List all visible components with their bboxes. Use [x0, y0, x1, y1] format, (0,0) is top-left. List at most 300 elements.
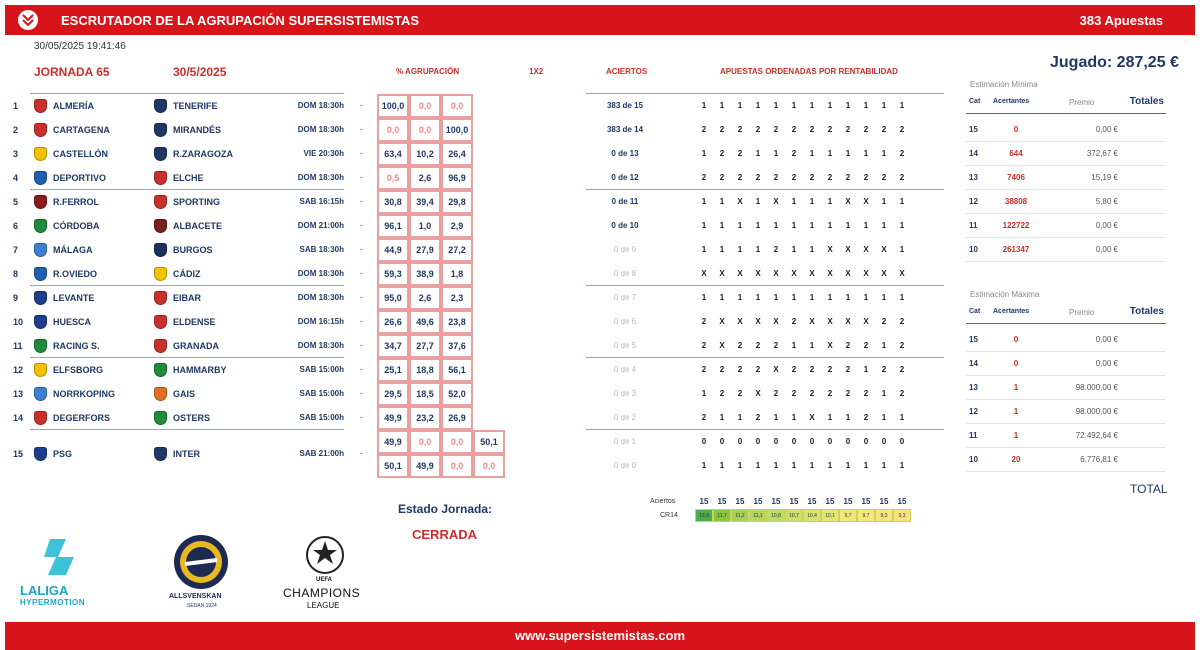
result-placeholder: - — [360, 364, 363, 374]
grid-aciertos-value: 15 — [825, 497, 835, 506]
signo: 1 — [809, 293, 815, 302]
signo: X — [827, 245, 833, 254]
signo: 2 — [845, 125, 851, 134]
result-placeholder: - — [360, 196, 363, 206]
aciertos-value: 0 de 0 — [613, 461, 637, 470]
result-placeholder: - — [360, 268, 363, 278]
signo: 1 — [755, 293, 761, 302]
est-premio: 15,19 € — [1091, 173, 1118, 182]
match-schedule: SAB 21:00h — [299, 449, 344, 458]
signo: 1 — [881, 389, 887, 398]
cr-cell: 11,1 — [749, 509, 767, 522]
away-crest-icon — [154, 291, 167, 305]
aciertos-header: ACIERTOS — [606, 67, 648, 76]
timestamp: 30/05/2025 19:41:46 — [34, 41, 126, 52]
jornada-date: 30/5/2025 — [173, 65, 227, 79]
signo: 1 — [701, 221, 707, 230]
pct-header: % AGRUPACIÓN — [396, 67, 460, 76]
home-crest-icon — [34, 411, 47, 425]
away-team: HAMMARBY — [173, 365, 227, 375]
est-premio: 98.000,00 € — [1075, 383, 1118, 392]
est-acertantes: 1 — [1013, 431, 1019, 440]
result-placeholder: - — [360, 448, 363, 458]
match-schedule: DOM 18:30h — [297, 269, 344, 278]
pleno-pct-cell: 49,9 — [377, 430, 409, 454]
est-cat: 10 — [969, 245, 978, 254]
est-acertantes: 0 — [1013, 359, 1019, 368]
match-number: 14 — [13, 413, 24, 423]
allsvenskan-icon — [165, 533, 237, 591]
est-premio: 0,00 € — [1095, 335, 1118, 344]
home-crest-icon — [34, 243, 47, 257]
away-crest-icon — [154, 195, 167, 209]
home-crest-icon — [34, 123, 47, 137]
home-crest-icon — [34, 147, 47, 161]
signo: 1 — [881, 101, 887, 110]
signo: 1 — [845, 293, 851, 302]
grid-aciertos-value: 15 — [843, 497, 853, 506]
allsvenskan-sub-text: SEDAN 1924 — [187, 603, 217, 609]
signo: 1 — [791, 461, 797, 470]
pct-cell-p2: 56,1 — [441, 358, 473, 382]
signo: 1 — [899, 197, 905, 206]
home-crest-icon — [34, 291, 47, 305]
away-team: GAIS — [173, 389, 196, 399]
hypermotion-text: HYPERMOTION — [20, 598, 86, 607]
signo: 2 — [773, 389, 779, 398]
signo: 1 — [701, 245, 707, 254]
home-team: R.OVIEDO — [53, 269, 98, 279]
away-team: EIBAR — [173, 293, 202, 303]
signo: X — [863, 317, 869, 326]
match-number: 13 — [13, 389, 24, 399]
signo: 1 — [899, 221, 905, 230]
signo: 1 — [737, 293, 743, 302]
signo: 1 — [881, 149, 887, 158]
away-crest-icon — [154, 267, 167, 281]
pct-cell-p2: 27,2 — [441, 238, 473, 262]
away-team: INTER — [173, 449, 200, 459]
signo: 1 — [719, 413, 725, 422]
cr-cell: 9,3 — [875, 509, 893, 522]
signo: 1 — [809, 221, 815, 230]
col-cat: Cat — [969, 98, 981, 105]
footer-url[interactable]: www.supersistemistas.com — [5, 622, 1195, 650]
col-acertantes: Acertantes — [993, 98, 1030, 105]
home-crest-icon — [34, 387, 47, 401]
signo: 1 — [773, 221, 779, 230]
match-schedule: SAB 15:00h — [299, 413, 344, 422]
est-acertantes: 261347 — [1002, 245, 1030, 254]
signo: 1 — [863, 365, 869, 374]
home-team: RACING S. — [53, 341, 100, 351]
signo: 1 — [881, 293, 887, 302]
home-team: CARTAGENA — [53, 125, 110, 135]
signo: 1 — [719, 197, 725, 206]
estimacion-row — [966, 238, 1166, 262]
signo: 1 — [719, 293, 725, 302]
signo: 2 — [827, 125, 833, 134]
away-crest-icon — [154, 363, 167, 377]
home-crest-icon — [34, 447, 47, 461]
est-acertantes: 122722 — [1002, 221, 1030, 230]
signo: X — [755, 269, 761, 278]
signo: 2 — [719, 365, 725, 374]
signo: X — [845, 197, 851, 206]
est-min-title: Estimación Mínima — [970, 80, 1038, 89]
col-cat: Cat — [969, 308, 981, 315]
signo: 2 — [719, 173, 725, 182]
match-schedule: DOM 21:00h — [297, 221, 344, 230]
signo: 1 — [899, 293, 905, 302]
pleno-pct-cell: 0,0 — [441, 430, 473, 454]
est-cat: 14 — [969, 359, 978, 368]
estimacion-row — [966, 190, 1166, 214]
signo: 2 — [719, 149, 725, 158]
col-totales: Totales — [1129, 306, 1164, 317]
home-crest-icon — [34, 195, 47, 209]
pct-cell-p2: 37,6 — [441, 334, 473, 358]
result-placeholder: - — [360, 172, 363, 182]
signo: 1 — [701, 149, 707, 158]
signo: 1 — [863, 149, 869, 158]
pct-cell-px: 0,0 — [409, 94, 441, 118]
pct-cell-px: 27,9 — [409, 238, 441, 262]
cr-cell: 10,7 — [785, 509, 803, 522]
signo: 2 — [863, 173, 869, 182]
home-crest-icon — [34, 267, 47, 281]
signo: 1 — [701, 461, 707, 470]
away-team: CÁDIZ — [173, 269, 201, 279]
signo: 1 — [701, 197, 707, 206]
signo: 2 — [827, 389, 833, 398]
signo: 2 — [737, 341, 743, 350]
signo: 1 — [737, 245, 743, 254]
cr-cell: 11,7 — [713, 509, 731, 522]
signo: 1 — [809, 197, 815, 206]
signo: 1 — [755, 197, 761, 206]
signo: 2 — [701, 317, 707, 326]
pct-cell-p1: 96,1 — [377, 214, 409, 238]
away-team: GRANADA — [173, 341, 219, 351]
match-schedule: DOM 18:30h — [297, 293, 344, 302]
match-number: 3 — [13, 149, 19, 159]
signo: X — [827, 269, 833, 278]
laliga-hypermotion-logo — [18, 535, 113, 615]
home-crest-icon — [34, 219, 47, 233]
estimacion-row — [966, 142, 1166, 166]
signo: 2 — [845, 341, 851, 350]
signo: 0 — [755, 437, 761, 446]
signo: 0 — [791, 437, 797, 446]
signo: 2 — [899, 341, 905, 350]
estimacion-row — [966, 118, 1166, 142]
signo: 1 — [845, 149, 851, 158]
away-crest-icon — [154, 147, 167, 161]
est-max-title: Estimación Máxima — [970, 290, 1040, 299]
signo: 2 — [791, 125, 797, 134]
signo: 2 — [755, 341, 761, 350]
pleno-pct-cell: 50,1 — [473, 430, 505, 454]
signo: 0 — [737, 437, 743, 446]
signo: X — [899, 269, 905, 278]
signo: 1 — [827, 221, 833, 230]
match-number: 11 — [13, 341, 23, 351]
signo: 1 — [755, 221, 761, 230]
home-team: DEGERFORS — [53, 413, 111, 423]
est-cat: 13 — [969, 383, 978, 392]
match-number: 10 — [13, 317, 24, 327]
grid-aciertos-value: 15 — [879, 497, 889, 506]
pct-cell-p1: 49,9 — [377, 406, 409, 430]
signo: X — [719, 269, 725, 278]
grid-aciertos-value: 15 — [789, 497, 799, 506]
pct-cell-p2: 2,9 — [441, 214, 473, 238]
away-team: ELDENSE — [173, 317, 216, 327]
signo: 0 — [881, 437, 887, 446]
signo: 2 — [755, 413, 761, 422]
signo: 1 — [881, 461, 887, 470]
signo: 1 — [719, 221, 725, 230]
signo: 1 — [773, 149, 779, 158]
estimacion-row — [966, 352, 1166, 376]
match-schedule: DOM 18:30h — [297, 125, 344, 134]
signo: 1 — [773, 101, 779, 110]
signo: 2 — [773, 245, 779, 254]
pct-cell-p2: 52,0 — [441, 382, 473, 406]
pct-cell-px: 10,2 — [409, 142, 441, 166]
signo: 1 — [863, 101, 869, 110]
signo: 1 — [863, 293, 869, 302]
signo: 1 — [827, 461, 833, 470]
grid-aciertos-value: 15 — [753, 497, 763, 506]
grid-aciertos-value: 15 — [699, 497, 709, 506]
signo: 2 — [845, 365, 851, 374]
signo: 2 — [701, 413, 707, 422]
col-acertantes: Acertantes — [993, 308, 1030, 315]
grid-aciertos-value: 15 — [771, 497, 781, 506]
aciertos-value: 0 de 7 — [613, 293, 637, 302]
signo: 1 — [845, 461, 851, 470]
signo: 1 — [863, 221, 869, 230]
pct-cell-px: 18,8 — [409, 358, 441, 382]
signo: 1 — [737, 413, 743, 422]
apuestas-header: APUESTAS ORDENADAS POR RENTABILIDAD — [720, 67, 898, 76]
jornada-label: JORNADA 65 — [34, 65, 110, 79]
signo: 1 — [809, 245, 815, 254]
pct-cell-px: 49,6 — [409, 310, 441, 334]
home-team: PSG — [53, 449, 73, 459]
pct-cell-px: 1,0 — [409, 214, 441, 238]
pct-cell-px: 39,4 — [409, 190, 441, 214]
cr-cell: 9,3 — [893, 509, 911, 522]
home-team: LEVANTE — [53, 293, 95, 303]
pleno-pct-cell: 50,1 — [377, 454, 409, 478]
signo: X — [809, 413, 815, 422]
signo: 1 — [809, 341, 815, 350]
x12-header: 1X2 — [529, 67, 544, 76]
signo: 1 — [737, 101, 743, 110]
match-schedule: DOM 18:30h — [297, 341, 344, 350]
signo: X — [719, 341, 725, 350]
signo: 1 — [809, 461, 815, 470]
signo: X — [809, 317, 815, 326]
signo: 1 — [845, 101, 851, 110]
away-crest-icon — [154, 219, 167, 233]
total-label: TOTAL — [1130, 482, 1168, 496]
signo: 2 — [737, 389, 743, 398]
away-crest-icon — [154, 99, 167, 113]
signo: 1 — [899, 245, 905, 254]
est-min-columns — [966, 94, 1166, 114]
signo: 2 — [863, 389, 869, 398]
result-placeholder: - — [360, 388, 363, 398]
pct-cell-px: 38,9 — [409, 262, 441, 286]
result-placeholder: - — [360, 316, 363, 326]
match-number: 4 — [13, 173, 19, 183]
signo: 1 — [881, 341, 887, 350]
away-crest-icon — [154, 243, 167, 257]
pct-cell-p1: 34,7 — [377, 334, 409, 358]
champions-league-logo — [280, 535, 370, 615]
signo: 1 — [791, 413, 797, 422]
pct-cell-p2: 0,0 — [441, 94, 473, 118]
pct-cell-p1: 95,0 — [377, 286, 409, 310]
signo: 2 — [881, 125, 887, 134]
est-cat: 10 — [969, 455, 978, 464]
signo: 1 — [791, 101, 797, 110]
home-team: HUESCA — [53, 317, 92, 327]
supersistemistas-logo-icon — [17, 9, 39, 31]
est-premio: 0,00 € — [1095, 359, 1118, 368]
match-schedule: DOM 18:30h — [297, 173, 344, 182]
aciertos-value: 0 de 10 — [611, 221, 639, 230]
pct-cell-px: 18,5 — [409, 382, 441, 406]
signo: 2 — [755, 173, 761, 182]
signo: 2 — [827, 365, 833, 374]
signo: 1 — [809, 149, 815, 158]
aciertos-value: 0 de 8 — [613, 269, 637, 278]
estimacion-row — [966, 424, 1166, 448]
home-crest-icon — [34, 363, 47, 377]
signo: X — [737, 197, 743, 206]
pct-cell-p2: 26,4 — [441, 142, 473, 166]
signo: 2 — [719, 125, 725, 134]
aciertos-value: 0 de 12 — [611, 173, 639, 182]
signo: 0 — [809, 437, 815, 446]
est-acertantes: 0 — [1013, 335, 1019, 344]
signo: 2 — [809, 389, 815, 398]
est-acertantes: 644 — [1009, 149, 1023, 158]
pct-cell-p2: 26,9 — [441, 406, 473, 430]
home-team: CASTELLÓN — [53, 149, 108, 159]
signo: X — [773, 197, 779, 206]
grid-cr-label: CR14 — [660, 512, 678, 519]
aciertos-value: 0 de 1 — [613, 437, 637, 446]
result-placeholder: - — [360, 220, 363, 230]
signo: 1 — [737, 221, 743, 230]
est-cat: 12 — [969, 407, 978, 416]
away-team: TENERIFE — [173, 101, 218, 111]
signo: 2 — [719, 389, 725, 398]
pct-cell-p2: 100,0 — [441, 118, 473, 142]
pct-cell-px: 2,6 — [409, 286, 441, 310]
signo: 2 — [899, 173, 905, 182]
signo: 1 — [791, 245, 797, 254]
laliga-text: LALIGA — [20, 583, 69, 598]
match-schedule: SAB 18:30h — [299, 245, 344, 254]
signo: X — [737, 317, 743, 326]
away-crest-icon — [154, 315, 167, 329]
signo: X — [791, 269, 797, 278]
est-acertantes: 7406 — [1007, 173, 1025, 182]
signo: 1 — [881, 221, 887, 230]
signo: 2 — [899, 125, 905, 134]
signo: 2 — [899, 317, 905, 326]
pct-cell-p2: 23,8 — [441, 310, 473, 334]
match-schedule: DOM 18:30h — [297, 101, 344, 110]
pct-cell-p1: 59,3 — [377, 262, 409, 286]
signo: 2 — [863, 413, 869, 422]
signo: X — [773, 317, 779, 326]
est-acertantes: 0 — [1013, 125, 1019, 134]
signo: 2 — [737, 149, 743, 158]
home-crest-icon — [34, 171, 47, 185]
aciertos-value: 383 de 14 — [606, 125, 644, 134]
signo: 1 — [701, 101, 707, 110]
grid-aciertos-value: 15 — [807, 497, 817, 506]
match-schedule: DOM 16:15h — [297, 317, 344, 326]
signo: 1 — [899, 461, 905, 470]
signo: 1 — [791, 341, 797, 350]
aciertos-value: 0 de 6 — [613, 317, 637, 326]
home-team: MÁLAGA — [53, 245, 93, 255]
signo: 2 — [701, 125, 707, 134]
pct-cell-px: 23,2 — [409, 406, 441, 430]
signo: 2 — [899, 365, 905, 374]
signo: 2 — [773, 125, 779, 134]
est-cat: 13 — [969, 173, 978, 182]
est-acertantes: 1 — [1013, 383, 1019, 392]
pct-cell-p1: 26,6 — [377, 310, 409, 334]
pct-cell-px: 0,0 — [409, 118, 441, 142]
result-placeholder: - — [360, 244, 363, 254]
result-placeholder: - — [360, 148, 363, 158]
signo: 2 — [737, 365, 743, 374]
home-crest-icon — [34, 99, 47, 113]
away-crest-icon — [154, 411, 167, 425]
estimacion-row — [966, 328, 1166, 352]
signo: X — [863, 197, 869, 206]
away-crest-icon — [154, 447, 167, 461]
signo: 2 — [737, 125, 743, 134]
signo: X — [863, 245, 869, 254]
signo: 0 — [773, 437, 779, 446]
signo: X — [755, 317, 761, 326]
est-cat: 12 — [969, 197, 978, 206]
est-premio: 0,00 € — [1095, 245, 1118, 254]
result-placeholder: - — [360, 412, 363, 422]
aciertos-value: 0 de 11 — [611, 197, 639, 206]
signo: 2 — [809, 365, 815, 374]
signo: 1 — [809, 101, 815, 110]
aciertos-value: 383 de 15 — [606, 101, 644, 110]
grid-aciertos-value: 15 — [735, 497, 745, 506]
signo: 2 — [791, 365, 797, 374]
signo: 2 — [701, 341, 707, 350]
signo: 1 — [773, 293, 779, 302]
home-team: ELFSBORG — [53, 365, 104, 375]
